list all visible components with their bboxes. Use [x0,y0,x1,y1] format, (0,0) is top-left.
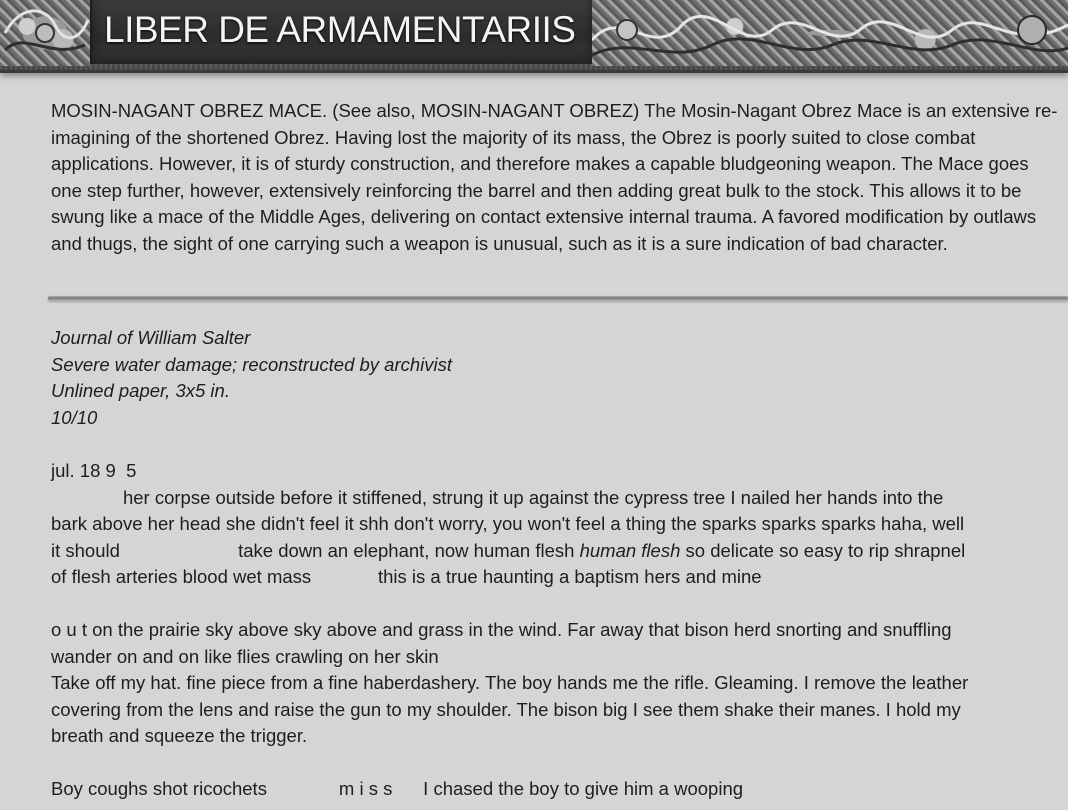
journal-line: Boy coughs shot ricochets m i s s I chased the boy to give him a wooping [51,778,744,799]
meta-condition: Severe water damage; reconstructed by archivist [51,353,453,375]
journal-line: bark above her head she didn't feel it shh don't worry, you won't feel a thing the sparks sparks sparks haha, well [51,513,965,534]
meta-source: Journal of William Salter [51,327,251,348]
section-divider [48,296,1068,301]
journal-line: covering from the lens and raise the gun to my shoulder. The bison big I see them shake their manes. I hold my [51,698,961,720]
entry-text: MOSIN-NAGANT OBREZ MACE. (See also, MOSIN-NAGANT OBREZ) The Mosin-Nagant Obrez Mace is an extensive re-imagining of the shortened Obrez. Having lost the majority of its mass, the Obrez is poorly suited to close combat applications. However, it is of sturdy construction, and therefore makes a capable bludgeoning weapon. The Mace goes one step further, however, extensively reinforcing the barrel and then adding great bulk to the stock. This allows it to be swung like a mace of the Middle Ages, delivering on contact extensive internal trauma. A favored modification by outlaws and thugs, the sight of one carrying such a weapon is unusual, such as it is a sure indication of bad character. [51,100,1058,254]
meta-rating: 10/10 [51,406,98,428]
document-meta [51,325,1061,431]
meta-paper: Unlined paper, 3x5 in. [51,380,230,401]
right-ornament-icon [592,0,1068,66]
paragraph-gap [51,591,1061,618]
journal-line: of flesh arteries blood wet mass this is a true haunting a baptism hers and mine [51,566,762,587]
journal-text [51,458,1061,803]
left-ornament-icon [0,0,90,66]
entry-section [51,98,1061,257]
header-banner [0,0,1068,73]
journal-line: breath and squeeze the trigger. [51,725,308,746]
journal-line [51,538,1061,565]
journal-line: o u t on the prairie sky above sky above and grass in the wind. Far away that bison herd snorting and snuffling [51,619,952,640]
journal-emphasis: human flesh [579,539,681,561]
paragraph-gap [51,750,1061,777]
journal-line-segment: so delicate so easy to rip shrapnel [680,539,966,561]
journal-line: wander on and on like flies crawling on her skin [51,645,439,667]
title-plate [90,0,594,64]
page-title: LIBER DE ARMAMENTARIIS [104,9,576,50]
journal-line-segment: it should take down an elephant, now human flesh [51,539,580,561]
journal-line: her corpse outside before it stiffened, strung it up against the cypress tree I nailed her hands into the [51,486,944,508]
journal-line: Take off my hat. fine piece from a fine haberdashery. The boy hands me the rifle. Gleaming. I remove the leather [51,672,969,693]
journal-date: jul. 18 9 5 [51,460,137,481]
